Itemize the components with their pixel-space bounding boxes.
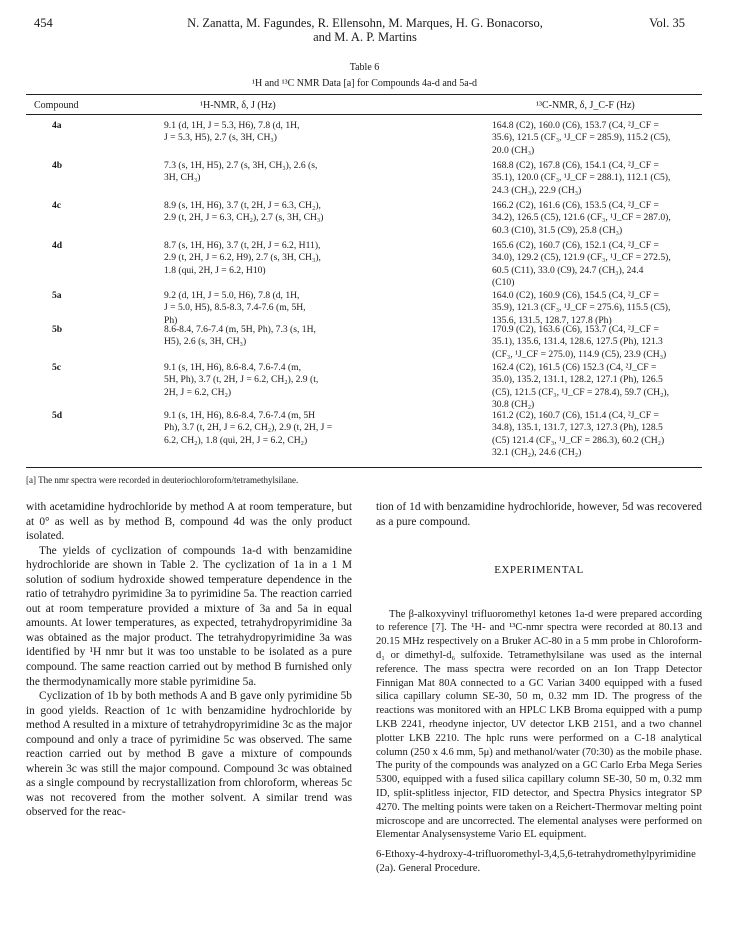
c-nmr-line: (C10) <box>492 276 515 288</box>
body-paragraph: with acetamidine hydrochloride by method A at room temperature, but at 0° as well as by method B, compound 4d was the only product isolated. <box>26 501 352 543</box>
h-nmr-line: 5H, Ph), 3.7 (t, 2H, J = 6.2, CH₂), 2.9 (t, <box>164 374 319 386</box>
h-nmr-cell <box>164 324 350 349</box>
column-header-h-nmr: ¹H-NMR, δ, J (Hz) <box>200 100 276 111</box>
body-paragraph: Cyclization of 1b by both methods A and B gave only pyrimidine 5b in good yields. Reaction of 1c with benzamidine hydrochloride by method A resulted in a mixture of tetrahydropyrimidine 3c as the major compound and only a trace of pyrimidine 5c was observed. The same reaction carried out by method B gave a mixture of compounds wherein 3c was still the major compound. Compound 3c was obtained as a single compound by recrystallization from chloroform, whereas 5c was not recovered from the mother solvent. A similar trend was observed for the reac- <box>26 690 352 819</box>
body-left-column <box>26 500 352 820</box>
compound-label: 5d <box>52 410 63 421</box>
procedure-title: 6-Ethoxy-4-hydroxy-4-trifluoromethyl-3,4,5,6-tetrahydromethylpyrimidine (2a). General Procedure. <box>376 849 696 874</box>
c-nmr-cell <box>492 362 714 411</box>
compound-label: 4c <box>52 200 62 211</box>
h-nmr-line: 9.2 (d, 1H, J = 5.0, H6), 7.8 (d, 1H, <box>164 290 300 301</box>
c-nmr-line: (C5), 121.5 (CF₃, ¹J_CF = 278.4), 59.7 (CH₂), <box>492 386 670 398</box>
compound-label: 5c <box>52 362 62 373</box>
h-nmr-line: J = 5.0, H5), 8.5-8.3, 7.4-7.6 (m, 5H, <box>164 302 306 314</box>
c-nmr-cell <box>492 160 714 197</box>
h-nmr-cell <box>164 240 350 277</box>
c-nmr-line: 24.3 (CH₃), 22.9 (CH₃) <box>492 184 582 196</box>
column-header-c-nmr: ¹³C-NMR, δ, J_C-F (Hz) <box>536 100 635 111</box>
c-nmr-line: 135.6, 131.5, 128.7, 127.8 (Ph) <box>492 314 612 326</box>
c-nmr-line: (CF₃, ¹J_CF = 275.0), 114.9 (C5), 23.9 (CH₃) <box>492 348 667 360</box>
c-nmr-line: 164.8 (C2), 160.0 (C6), 153.7 (C4, ²J_CF = <box>492 120 659 131</box>
c-nmr-line: 20.0 (CH₃) <box>492 144 535 156</box>
body-right-column <box>376 500 702 876</box>
table-header-rule <box>26 114 702 115</box>
c-nmr-line: (C5) 121.4 (CF₃, ¹J_CF = 286.3), 60.2 (CH₂) <box>492 434 665 446</box>
h-nmr-line: 2.9 (t, 2H, J = 6.3, CH₂), 2.7 (s, 3H, CH₃) <box>164 212 324 224</box>
h-nmr-line: 8.6-8.4, 7.6-7.4 (m, 5H, Ph), 7.3 (s, 1H, <box>164 324 316 335</box>
c-nmr-cell <box>492 410 714 459</box>
experimental-section <box>376 608 702 876</box>
c-nmr-line: 32.1 (CH₂), 24.6 (CH₂) <box>492 446 582 458</box>
table-subtitle: ¹H and ¹³C NMR Data [a] for Compounds 4a-d and 5a-d <box>251 78 478 89</box>
compound-label: 4b <box>52 160 63 171</box>
compound-label: 4a <box>52 120 62 131</box>
c-nmr-line: 161.2 (C2), 160.7 (C6), 151.4 (C4, ²J_CF = <box>492 410 659 421</box>
c-nmr-line: 35.9), 121.3 (CF₃, ¹J_CF = 275.6), 115.5 (C5), <box>492 302 671 314</box>
h-nmr-line: 2.9 (t, 2H, J = 6.2, H9), 2.7 (s, 3H, CH₃), <box>164 252 321 264</box>
page-number: 454 <box>34 16 53 30</box>
authors-line-1: N. Zanatta, M. Fagundes, R. Ellensohn, M. Marques, H. G. Bonacorso, <box>187 16 543 30</box>
column-header-compound: Compound <box>34 100 79 111</box>
body-paragraph: The yields of cyclization of compounds 1a-d with benzamidine hydrochloride are shown in Table 2. The cyclization of 1a in a 1 M solution of sodium hydroxide showed temperature dependence in the ratio of tetrahydro pyrimidine 3a to pyrimidine 5a. The reaction carried out at room temperature provided a mixture of 3a and 5a in equal amounts. At lower temperatures, as expected, tetrahydropyrimidine 3a was obtained as the major product. The tetrahydropyrimidine 3a was identified by ¹H nmr but it was too unstable to be isolated as a pure compound. The same reaction carried out by method B furnished only the thermodynamically more stable pyrimidine 5a. <box>26 544 352 688</box>
c-nmr-line: 168.8 (C2), 167.8 (C6), 154.1 (C4, ²J_CF = <box>492 160 659 171</box>
c-nmr-line: 165.6 (C2), 160.7 (C6), 152.1 (C4, ²J_CF = <box>492 240 659 251</box>
c-nmr-line: 170.9 (C2), 163.6 (C6), 153.7 (C4, ²J_CF = <box>492 324 659 335</box>
c-nmr-cell <box>492 290 714 327</box>
table-top-rule <box>26 94 702 95</box>
c-nmr-line: 60.3 (C10), 31.5 (C9), 25.8 (CH₃) <box>492 224 623 236</box>
h-nmr-line: 9.1 (d, 1H, J = 5.3, H6), 7.8 (d, 1H, <box>164 120 300 131</box>
h-nmr-line: H5), 2.6 (s, 3H, CH₃) <box>164 336 247 348</box>
c-nmr-cell <box>492 240 714 289</box>
c-nmr-line: 34.8), 135.1, 131.7, 127.3, 127.3 (Ph), 128.5 <box>492 422 663 434</box>
h-nmr-line: 8.7 (s, 1H, H6), 3.7 (t, 2H, J = 6.2, H11), <box>164 240 321 251</box>
c-nmr-cell <box>492 324 714 361</box>
experimental-paragraph: The β-alkoxyvinyl trifluoromethyl ketones 1a-d were prepared according to reference [7]. The ¹H- and ¹³C-nmr spectra were recorded at 80.13 and 20.15 MHz respectively on a Bruker AC-80 in a 5 mm probe in Chloroform-d₁ or dimethyl-d₆ sulfoxide. Tetramethylsilane was used as the internal reference. The mass spectra were recorded on an Ion Trapp Detector Finnigan Mat 80A connected to a GC Varian 3400 equipped with a fused silica capillary column SE-30, 50 m, 0.32 mm ID. The progress of the reactions was monitored with an HPLC LKB Broma equipped with a pump LKB 2241, rheodyne injector, UV detector LKB 2151, and a two channel plotter LKB 2210. The hplc runs were performed on a C-18 analytical column (250 x 4.6 mm, 5μ) and methanol/water (70:30) as the mobile phase. The purity of the compounds was analyzed on a GC Carlo Erba Mega Series 5300, equipped with a fused silica capillary column SE-30, 50 m, 0.32 mm ID, split-splitless injector, FID detector, and Spectra Physics integrator SP 4270. The melting points were taken on a Reichert-Thermovar melting point microscope and are uncorrected. The elemental analyses were performed on Elementar Analysensysteme Vario EL equipment. <box>376 608 702 841</box>
compound-label: 4d <box>52 240 63 251</box>
h-nmr-line: 3H, CH₃) <box>164 172 201 184</box>
h-nmr-cell <box>164 160 350 185</box>
h-nmr-line: J = 5.3, H5), 2.7 (s, 3H, CH₃) <box>164 132 277 144</box>
table-footnote: [a] The nmr spectra were recorded in deuteriochloroform/tetramethylsilane. <box>26 475 299 485</box>
c-nmr-line: 34.2), 126.5 (C5), 121.6 (CF₃, ¹J_CF = 287.0), <box>492 212 671 224</box>
section-heading-experimental: EXPERIMENTAL <box>494 564 584 577</box>
h-nmr-cell <box>164 200 350 225</box>
h-nmr-line: 1.8 (qui, 2H, J = 6.2, H10) <box>164 264 266 276</box>
c-nmr-line: 166.2 (C2), 161.6 (C6), 153.5 (C4, ²J_CF = <box>492 200 659 211</box>
body-paragraph: tion of 1d with benzamidine hydrochloride, however, 5d was recovered as a pure compound. <box>376 501 702 528</box>
h-nmr-line: Ph) <box>164 314 178 326</box>
c-nmr-cell <box>492 120 714 157</box>
c-nmr-line: 164.0 (C2), 160.9 (C6), 154.5 (C4, ²J_CF = <box>492 290 659 301</box>
h-nmr-line: 9.1 (s, 1H, H6), 8.6-8.4, 7.6-7.4 (m, <box>164 362 301 373</box>
c-nmr-line: 60.5 (C11), 33.0 (C9), 24.7 (CH₃), 24.4 <box>492 264 644 276</box>
h-nmr-line: Ph), 3.7 (t, 2H, J = 6.2, CH₂), 2.9 (t, 2H, J = <box>164 422 333 434</box>
c-nmr-cell <box>492 200 714 237</box>
c-nmr-line: 35.0), 135.2, 131.1, 128.2, 127.1 (Ph), 126.5 <box>492 374 663 386</box>
h-nmr-line: 6.2, CH₂), 1.8 (qui, 2H, J = 6.2, CH₂) <box>164 434 308 446</box>
c-nmr-line: 34.0), 129.2 (C5), 121.9 (CF₃, ¹J_CF = 272.5), <box>492 252 671 264</box>
c-nmr-line: 30.8 (CH₂) <box>492 398 535 410</box>
h-nmr-line: 2H, J = 6.2, CH₂) <box>164 386 232 398</box>
c-nmr-line: 35.6), 121.5 (CF₃, ¹J_CF = 285.9), 115.2 (C5), <box>492 132 671 144</box>
h-nmr-cell <box>164 120 350 145</box>
c-nmr-line: 162.4 (C2), 161.5 (C6) 152.3 (C4, ²J_CF = <box>492 362 657 373</box>
table-title: Table 6 <box>349 62 380 73</box>
h-nmr-line: 8.9 (s, 1H, H6), 3.7 (t, 2H, J = 6.3, CH₂), <box>164 200 321 211</box>
author-list <box>150 16 580 44</box>
h-nmr-line: 9.1 (s, 1H, H6), 8.6-8.4, 7.6-7.4 (m, 5H <box>164 410 316 421</box>
authors-line-2: and M. A. P. Martins <box>313 30 417 44</box>
compound-label: 5b <box>52 324 63 335</box>
c-nmr-line: 35.1), 135.6, 131.4, 128.6, 127.5 (Ph), 121.3 <box>492 336 663 348</box>
h-nmr-cell <box>164 362 350 399</box>
volume-label: Vol. 35 <box>649 16 685 30</box>
table-bottom-rule <box>26 467 702 468</box>
h-nmr-cell <box>164 410 350 447</box>
h-nmr-cell <box>164 290 350 327</box>
compound-label: 5a <box>52 290 62 301</box>
c-nmr-line: 35.1), 120.0 (CF₃, ¹J_CF = 288.1), 112.1 (C5), <box>492 172 671 184</box>
h-nmr-line: 7.3 (s, 1H, H5), 2.7 (s, 3H, CH₃), 2.6 (s, <box>164 160 318 171</box>
